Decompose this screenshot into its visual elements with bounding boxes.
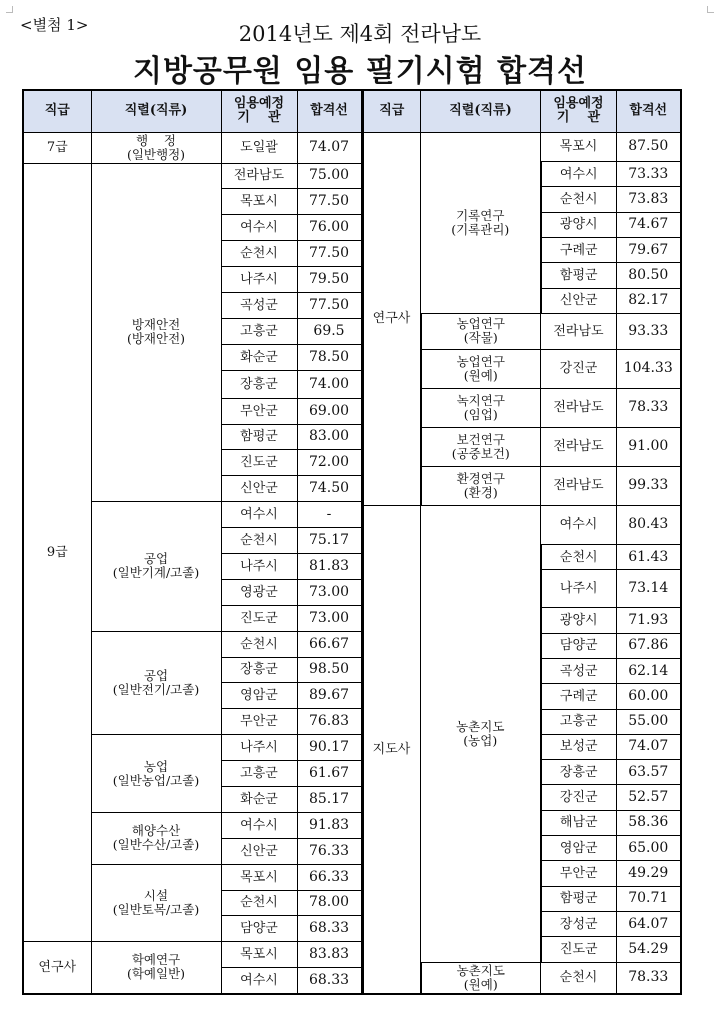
cutoff-cell: 49.29 — [617, 861, 681, 886]
header-row — [363, 90, 681, 132]
header-cutoff: 합격선 — [617, 90, 681, 132]
agency-cell: 장흥군 — [221, 370, 297, 398]
series-name: 농업연구 — [456, 316, 505, 332]
series-subname: (방재안전) — [126, 331, 186, 347]
agency-cell: 전라남도 — [541, 313, 617, 349]
agency-cell: 목포시 — [221, 942, 297, 968]
agency-cell: 강진군 — [541, 349, 617, 388]
agency-cell: 나주시 — [221, 267, 297, 293]
series-subname: (공중보건) — [451, 445, 510, 461]
agency-cell: 여수시 — [541, 162, 617, 187]
cutoff-cell: 73.00 — [297, 605, 361, 631]
cutoff-cell: 80.43 — [617, 505, 681, 544]
agency-cell: 나주시 — [541, 570, 617, 608]
series-name: 학예연구 — [131, 952, 181, 968]
agency-cell: 여수시 — [221, 968, 297, 994]
cutoff-cell: 63.57 — [617, 760, 681, 785]
agency-cell: 담양군 — [541, 633, 617, 658]
cutoff-cell: 52.57 — [617, 785, 681, 810]
cutoff-cell: 58.36 — [617, 810, 681, 835]
series-subname: (농업) — [463, 732, 498, 748]
cutoff-cell: 61.67 — [297, 761, 361, 787]
agency-cell: 목포시 — [541, 132, 617, 162]
table-row — [23, 942, 361, 968]
series-name: 공업 — [143, 667, 169, 683]
series-subname: (환경) — [463, 484, 498, 500]
series-name: 해양수산 — [131, 823, 181, 839]
header-agency-top: 임용예정 — [233, 96, 285, 112]
series-name: 기록연구 — [456, 207, 505, 223]
cutoff-cell: 73.00 — [297, 579, 361, 605]
cutoff-cell: 62.14 — [617, 658, 681, 683]
cutoff-cell: 77.50 — [297, 292, 361, 318]
agency-cell: 순천시 — [221, 890, 297, 916]
table-row — [363, 505, 681, 544]
series-name: 공업 — [143, 551, 169, 567]
series-cell — [421, 962, 541, 993]
agency-cell: 구례군 — [541, 237, 617, 262]
series-cell — [91, 132, 221, 163]
cutoff-cell: 76.33 — [297, 838, 361, 864]
series-cell — [421, 132, 541, 313]
cutoff-cell: 99.33 — [617, 466, 681, 505]
agency-cell: 목포시 — [221, 189, 297, 215]
cutoff-cell: 87.50 — [617, 132, 681, 162]
agency-cell: 해남군 — [541, 810, 617, 835]
series-subname: (일반행정) — [126, 146, 186, 162]
agency-cell: 진도군 — [221, 605, 297, 631]
agency-cell: 곡성군 — [541, 658, 617, 683]
cutoff-cell: 69.00 — [297, 398, 361, 424]
agency-cell: 함평군 — [541, 263, 617, 288]
grade-cell: 9급 — [23, 163, 91, 942]
cutoff-cell: 70.71 — [617, 886, 681, 911]
series-name: 녹지연구 — [456, 392, 505, 408]
page-corner-mark — [707, 6, 714, 13]
agency-cell: 장성군 — [541, 912, 617, 937]
cutoff-cell: 76.00 — [297, 215, 361, 241]
cutoff-cell: 74.00 — [297, 370, 361, 398]
cutoff-cell: 76.83 — [297, 709, 361, 735]
agency-cell: 무안군 — [221, 398, 297, 424]
grade-cell: 연구사 — [363, 132, 421, 505]
cutoff-cell: 66.33 — [297, 864, 361, 890]
agency-cell: 고흥군 — [541, 709, 617, 734]
cutoff-cell: 81.83 — [297, 553, 361, 579]
right-cutoff-table — [362, 89, 682, 995]
agency-cell: 담양군 — [221, 916, 297, 942]
cutoff-cell: 90.17 — [297, 735, 361, 761]
cutoff-cell: 65.00 — [617, 836, 681, 861]
agency-cell: 순천시 — [541, 544, 617, 569]
cutoff-cell: 73.83 — [617, 187, 681, 212]
agency-cell: 나주시 — [221, 735, 297, 761]
cutoff-cell: 74.07 — [297, 132, 361, 163]
cutoff-cell: 78.33 — [617, 388, 681, 427]
series-cell — [421, 313, 541, 349]
cutoff-cell: 85.17 — [297, 786, 361, 812]
agency-cell: 순천시 — [541, 962, 617, 993]
agency-cell: 화순군 — [221, 344, 297, 370]
series-name: 농업 — [143, 758, 169, 774]
cutoff-cell: 60.00 — [617, 684, 681, 709]
title-line-2: 지방공무원 임용 필기시험 합격선 — [132, 54, 588, 89]
agency-cell: 광양시 — [541, 608, 617, 633]
header-grade: 직급 — [23, 90, 91, 132]
series-subname: (일반기계/고졸) — [112, 565, 200, 581]
agency-cell: 진도군 — [541, 937, 617, 962]
series-subname: (원예) — [463, 976, 498, 992]
agency-cell: 신안군 — [221, 476, 297, 502]
agency-cell: 신안군 — [221, 838, 297, 864]
cutoff-cell: 75.17 — [297, 528, 361, 554]
cutoff-cell: 78.00 — [297, 890, 361, 916]
cutoff-cell: 77.50 — [297, 189, 361, 215]
agency-cell: 진도군 — [221, 450, 297, 476]
series-subname: (임업) — [463, 406, 498, 422]
agency-cell: 구례군 — [541, 684, 617, 709]
agency-cell: 목포시 — [221, 864, 297, 890]
cutoff-cell: 54.29 — [617, 937, 681, 962]
grade-cell: 지도사 — [363, 505, 421, 993]
header-grade: 직급 — [363, 90, 421, 132]
series-cell — [421, 349, 541, 388]
agency-cell: 보성군 — [541, 734, 617, 759]
series-name: 농촌지도 — [456, 962, 505, 978]
title-line-1: 2014년도 제4회 전라남도 — [238, 22, 482, 46]
left-cutoff-table — [22, 89, 362, 995]
cutoff-cell: 73.33 — [617, 162, 681, 187]
cutoff-cell: 68.33 — [297, 968, 361, 994]
header-agency — [541, 90, 617, 132]
agency-cell: 강진군 — [541, 785, 617, 810]
cutoff-cell: 83.00 — [297, 424, 361, 450]
agency-cell: 무안군 — [541, 861, 617, 886]
agency-cell: 도일괄 — [221, 132, 297, 163]
series-cell — [421, 505, 541, 962]
series-cell — [91, 502, 221, 631]
cutoff-cell: 79.67 — [617, 237, 681, 262]
cutoff-cell: 83.83 — [297, 942, 361, 968]
series-name: 보건연구 — [456, 431, 505, 447]
agency-cell: 영광군 — [221, 579, 297, 605]
table-row — [363, 132, 681, 162]
agency-cell: 여수시 — [541, 505, 617, 544]
agency-cell: 함평군 — [221, 424, 297, 450]
table-row — [23, 132, 361, 163]
cutoff-cell: 73.14 — [617, 570, 681, 608]
series-name: 농촌지도 — [456, 718, 505, 734]
cutoff-cell: 82.17 — [617, 288, 681, 313]
cutoff-cell: 74.07 — [617, 734, 681, 759]
series-name: 농업연구 — [456, 353, 505, 369]
agency-cell: 신안군 — [541, 288, 617, 313]
series-subname: (일반전기/고졸) — [112, 681, 200, 697]
agency-cell: 여수시 — [221, 502, 297, 528]
cutoff-cell: 61.43 — [617, 544, 681, 569]
table-row — [23, 163, 361, 189]
grade-cell: 연구사 — [23, 942, 91, 994]
agency-cell: 무안군 — [221, 709, 297, 735]
series-cell — [91, 163, 221, 502]
cutoff-cell: 74.50 — [297, 476, 361, 502]
cutoff-cell: 89.67 — [297, 683, 361, 709]
cutoff-cell: 77.50 — [297, 241, 361, 267]
series-subname: (기록관리) — [451, 221, 510, 237]
header-agency-bottom: 기 관 — [556, 110, 601, 126]
series-name: 환경연구 — [456, 470, 505, 486]
header-cutoff: 합격선 — [297, 90, 361, 132]
grade-cell: 7급 — [23, 132, 91, 163]
agency-cell: 전라남도 — [541, 388, 617, 427]
cutoff-cell: 78.33 — [617, 962, 681, 993]
cutoff-cell: 104.33 — [617, 349, 681, 388]
series-cell — [421, 388, 541, 427]
series-subname: (일반수산/고졸) — [112, 837, 200, 853]
agency-cell: 고흥군 — [221, 318, 297, 344]
cutoff-cell: 93.33 — [617, 313, 681, 349]
agency-cell: 영암군 — [541, 836, 617, 861]
cutoff-cell: 74.67 — [617, 212, 681, 237]
cutoff-cell: 68.33 — [297, 916, 361, 942]
agency-cell: 나주시 — [221, 553, 297, 579]
series-cell — [91, 942, 221, 994]
agency-cell: 고흥군 — [221, 761, 297, 787]
agency-cell: 여수시 — [221, 812, 297, 838]
cutoff-cell: 75.00 — [297, 163, 361, 189]
page-corner-mark — [6, 6, 13, 13]
header-agency — [221, 90, 297, 132]
series-subname: (일반농업/고졸) — [112, 772, 200, 788]
header-agency-bottom: 기 관 — [237, 110, 281, 126]
agency-cell: 순천시 — [221, 241, 297, 267]
series-subname: (원예) — [463, 367, 498, 383]
series-cell — [91, 631, 221, 735]
agency-cell: 함평군 — [541, 886, 617, 911]
series-cell — [421, 427, 541, 466]
series-name: 행 정 — [135, 132, 177, 148]
annex-label: <별첨 1> — [20, 16, 89, 34]
agency-cell: 화순군 — [221, 786, 297, 812]
series-cell — [421, 466, 541, 505]
series-subname: (일반토목/고졸) — [112, 901, 200, 917]
series-name: 방재안전 — [131, 317, 181, 333]
agency-cell: 곡성군 — [221, 292, 297, 318]
agency-cell: 영암군 — [221, 683, 297, 709]
cutoff-cell: 78.50 — [297, 344, 361, 370]
header-row — [23, 90, 361, 132]
agency-cell: 전라남도 — [221, 163, 297, 189]
header-series: 직렬(직류) — [91, 90, 221, 132]
cutoff-cell: 79.50 — [297, 267, 361, 293]
agency-cell: 광양시 — [541, 212, 617, 237]
header-series: 직렬(직류) — [421, 90, 541, 132]
series-cell — [91, 812, 221, 864]
agency-cell: 순천시 — [541, 187, 617, 212]
cutoff-cell: - — [297, 502, 361, 528]
agency-cell: 전라남도 — [541, 466, 617, 505]
agency-cell: 장흥군 — [221, 657, 297, 683]
cutoff-cell: 80.50 — [617, 263, 681, 288]
cutoff-cell: 91.00 — [617, 427, 681, 466]
agency-cell: 전라남도 — [541, 427, 617, 466]
cutoff-cell: 67.86 — [617, 633, 681, 658]
agency-cell: 순천시 — [221, 528, 297, 554]
series-name: 시설 — [143, 887, 169, 903]
agency-cell: 여수시 — [221, 215, 297, 241]
agency-cell: 순천시 — [221, 631, 297, 657]
cutoff-cell: 98.50 — [297, 657, 361, 683]
series-subname: (학예일반) — [126, 966, 186, 982]
cutoff-cell: 55.00 — [617, 709, 681, 734]
cutoff-cell: 69.5 — [297, 318, 361, 344]
series-subname: (작물) — [463, 330, 498, 346]
series-cell — [91, 735, 221, 813]
cutoff-cell: 72.00 — [297, 450, 361, 476]
cutoff-cell: 91.83 — [297, 812, 361, 838]
header-agency-top: 임용예정 — [553, 96, 604, 112]
cutoff-cell: 64.07 — [617, 912, 681, 937]
cutoff-cell: 71.93 — [617, 608, 681, 633]
agency-cell: 장흥군 — [541, 760, 617, 785]
cutoff-tables — [22, 89, 682, 995]
cutoff-cell: 66.67 — [297, 631, 361, 657]
series-cell — [91, 864, 221, 942]
